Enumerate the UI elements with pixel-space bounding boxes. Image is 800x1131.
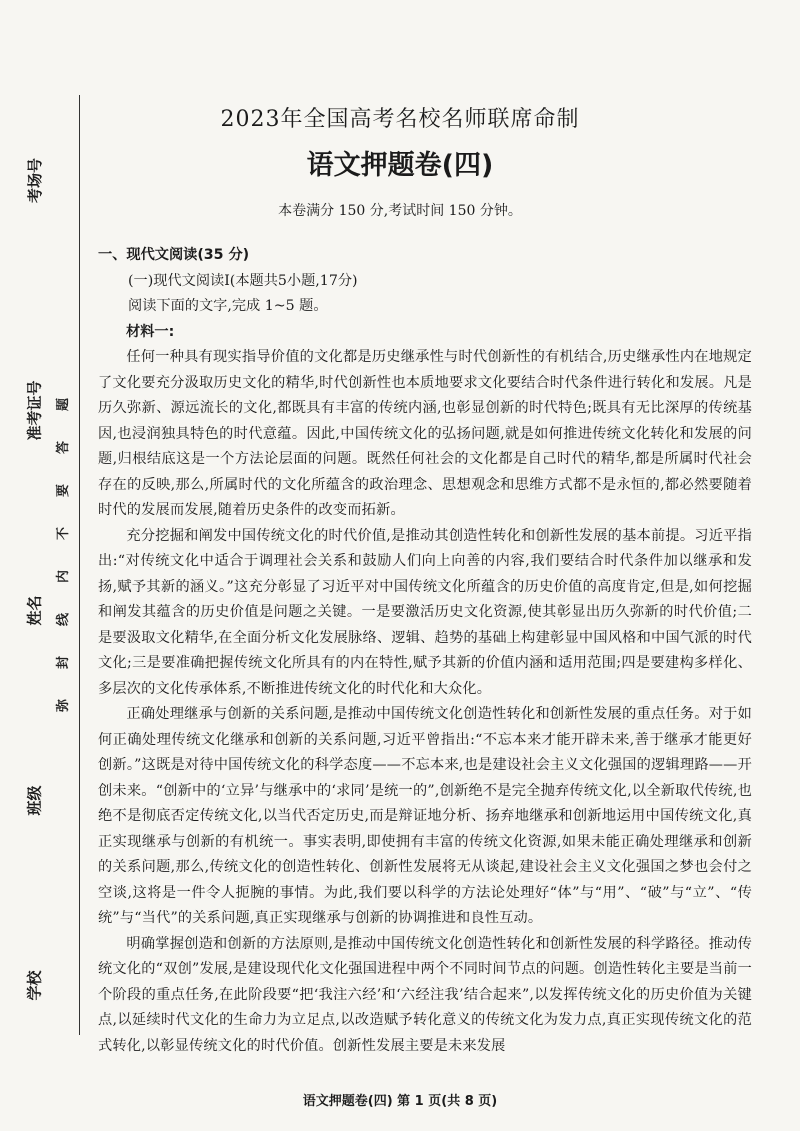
class-field[interactable] (14, 785, 54, 816)
paragraph: 明确掌握创造和创新的方法原则,是推动中国传统文化创造性转化和创新性发展的科学路径。推动传统文化的“双创”发展,是建设现代化文化强国进程中两个不同时间节点的问题。创造性转化主要是当前一个阶段的重点任务,在此阶段要“把‘我注六经’和‘六经注我’结合起来”,以发挥传统文化的历史价值为关键点,以延续时代文化的生命力为立足点,以改造赋予转化意义的传统文化为发力点,真正实现传统文化的范式转化,以彰显传统文化的时代价值。创新性发展主要是未来发展 (98, 935, 752, 1054)
seal-line-notice (50, 395, 74, 715)
school-field[interactable] (14, 970, 54, 1001)
seal-char: 内 (56, 569, 72, 584)
seal-char: 封 (56, 655, 72, 670)
name-label: 姓名 (25, 595, 44, 626)
paragraph: 任何一种具有现实指导价值的文化都是历史继承性与时代创新性的有机结合,历史继承性内在地规定了文化要充分汲取历史文化的精华,时代创新性也本质地要求文化要结合时代条件进行转化和发展。凡是历久弥新、源远流长的文化,都既具有丰富的传统内涵,也彰显创新的时代特色;既具有无比深厚的传统基因,也浸润独具特色的时代意蕴。因此,中国传统文化的弘扬问题,就是如何推进传统文化转化和发展的问题,归根结底这是一个方法论层面的问题。既然任何社会的文化都是自己时代的精华,都是所属时代社会存在的反映,那么,所属时代的文化所蕴含的政治理念、思想观念和思维方式都不是永恒的,都必然要随着时代的发展而发展,随着历史条件的改变而拓新。 (98, 349, 752, 518)
seal-char: 弥 (56, 698, 72, 713)
school-label: 学校 (25, 970, 44, 1001)
subsection-heading: (一)现代文阅读Ⅰ(本题共5小题,17分) (128, 272, 358, 289)
exam-title: 2023年全国高考名校名师联席命制 (220, 107, 580, 132)
seal-char: 线 (56, 612, 72, 627)
exam-meta: 本卷满分 150 分,考试时间 150 分钟。 (278, 203, 522, 219)
seal-char: 答 (56, 440, 72, 455)
name-field[interactable] (14, 595, 54, 626)
page-footer: 语文押题卷(四) 第 1 页(共 8 页) (302, 1094, 498, 1109)
section-heading: 一、现代文阅读(35 分) (98, 247, 250, 263)
exam-subtitle: 语文押题卷(四) (306, 150, 494, 181)
material-label: 材料一: (126, 323, 175, 340)
seal-char: 不 (56, 526, 72, 541)
seal-char: 题 (56, 397, 72, 412)
ticket-number-field[interactable] (14, 380, 54, 441)
exam-room-label: 考场号 (25, 157, 44, 204)
exam-content (98, 243, 752, 1059)
paragraph: 充分挖掘和阐发中国传统文化的时代价值,是推动其创造性转化和创新性发展的基本前提。习近平指出:“对传统文化中适合于调理社会关系和鼓励人们向上向善的内容,我们要结合时代条件加以继承和发扬,赋予其新的涵义。”这充分彰显了习近平对中国传统文化所蕴含的历史价值的高度肯定,但是,如何挖掘和阐发其蕴含的历史价值是问题之关键。一是要激活历史文化资源,使其彰显出历久弥新的时代价值;二是要汲取文化精华,在全面分析文化发展脉络、逻辑、趋势的基础上构建彰显中国风格和中国气派的时代文化;三是要准确把握传统文化所具有的内在特性,赋予其新的价值内涵和适用范围;四是要建构多样化、多层次的文化传承体系,不断推进传统文化的时代化和大众化。 (98, 527, 752, 697)
ticket-number-label: 准考证号 (25, 380, 44, 441)
binding-line (79, 95, 80, 1035)
class-label: 班级 (25, 785, 44, 816)
instruction: 阅读下面的文字,完成 1~5 题。 (128, 298, 328, 314)
seal-char: 要 (56, 483, 72, 498)
paragraph: 正确处理继承与创新的关系问题,是推动中国传统文化创造性转化和创新性发展的重点任务。对于如何正确处理传统文化继承和创新的关系问题,习近平曾指出:“不忘本来才能开辟未来,善于继承才能更好创新。”这既是对待中国传统文化的科学态度——不忘本来,也是建设社会主义文化强国的逻辑理路——开创未来。“创新中的‘立异’与继承中的‘求同’是统一的”,创新绝不是完全抛弃传统文化,以全新取代传统,也绝不是彻底否定传统文化,以当代否定历史,而是辩证地分析、扬弃地继承和创新地运用中国传统文化,真正实现继承与创新的有机统一。事实表明,即使拥有丰富的传统文化资源,如果未能正确处理继承和创新的关系问题,那么,传统文化的创造性转化、创新性发展将无从谈起,建设社会主义文化强国之梦也会付之空谈,这将是一件令人扼腕的事情。为此,我们要以科学的方法论处理好“体”与“用”、“破”与“立”、“传统”与“当代”的关系问题,真正实现继承与创新的协调推进和良性互动。 (98, 706, 752, 926)
